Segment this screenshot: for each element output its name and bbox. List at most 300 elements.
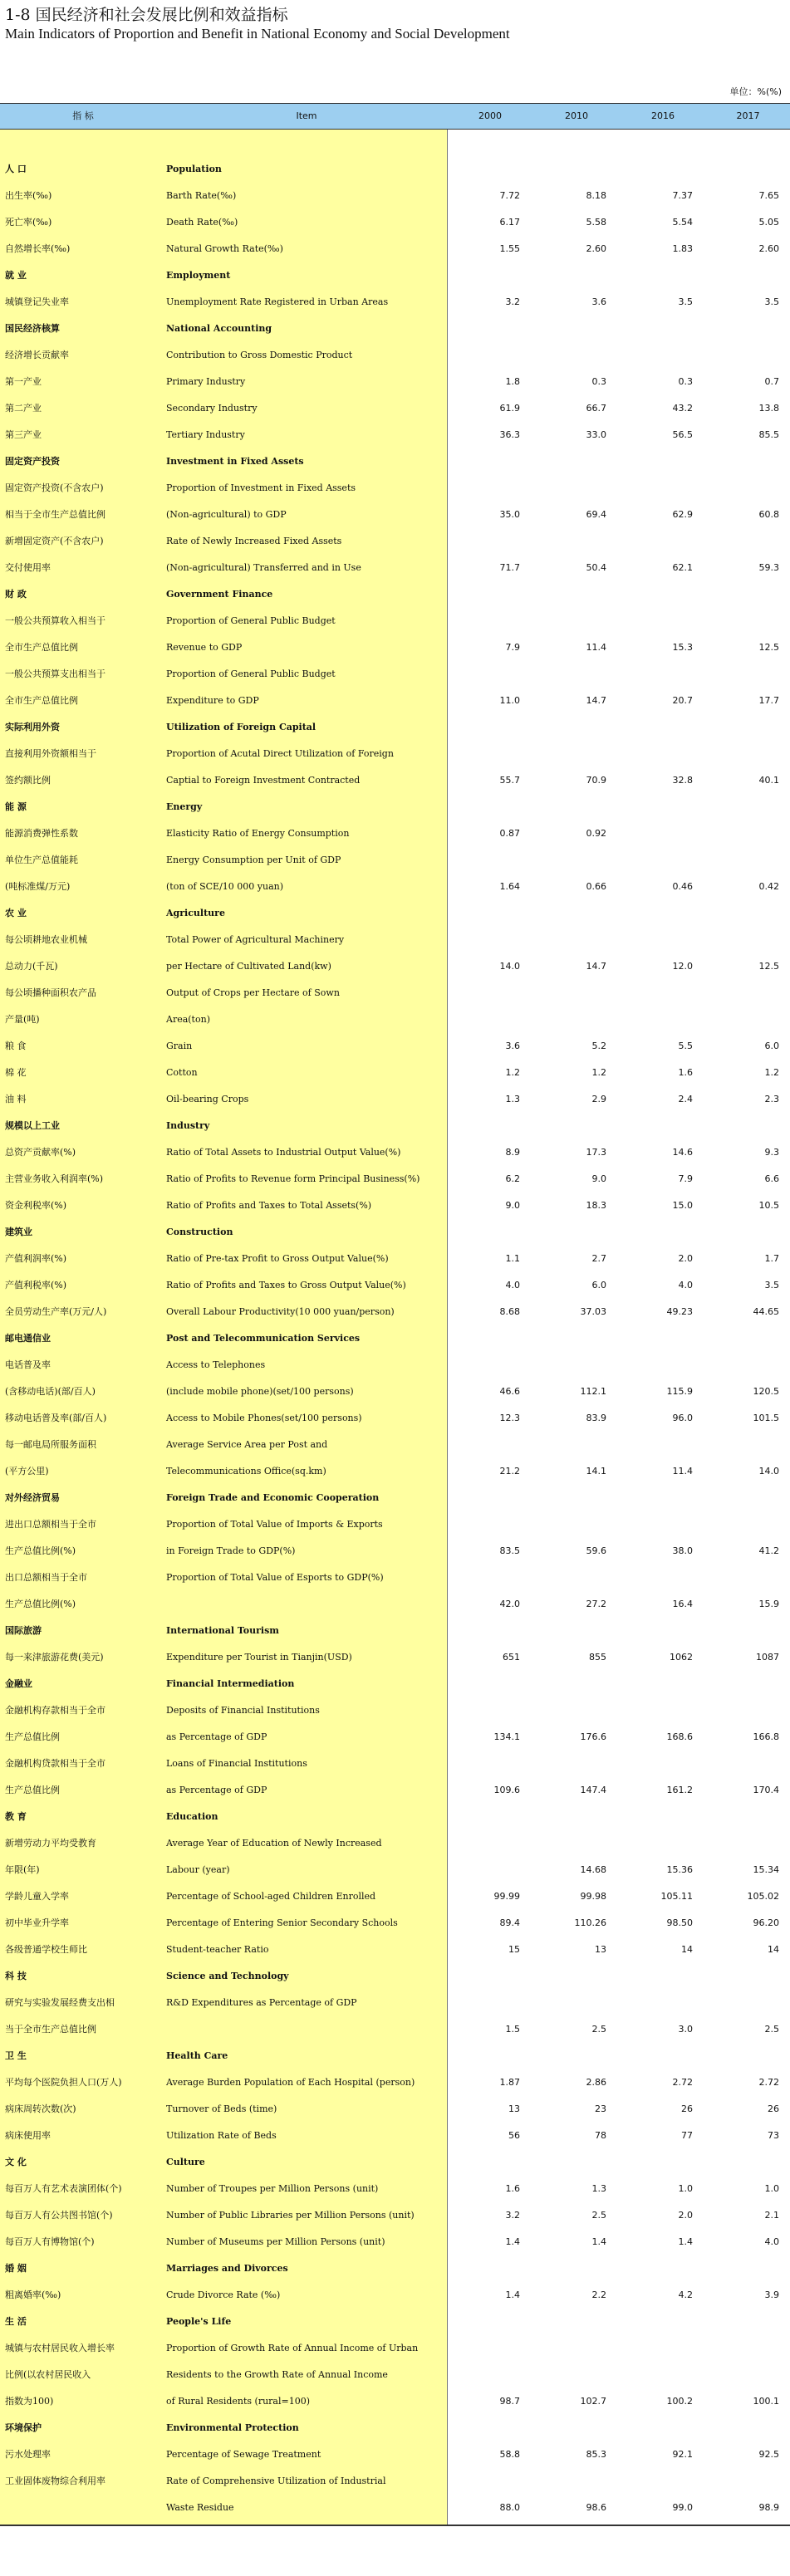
value-cell bbox=[626, 741, 693, 767]
indicator-en: Proportion of Growth Rate of Annual Income of Urban bbox=[166, 2343, 419, 2353]
table-row bbox=[0, 1379, 790, 1405]
indicator-en: (Non-agricultural) Transferred and in Use bbox=[166, 562, 361, 573]
value-cell bbox=[713, 1618, 779, 1644]
indicator-en: per Hectare of Cultivated Land(kw) bbox=[166, 961, 331, 972]
value-cell bbox=[626, 342, 693, 369]
value-cell: 166.8 bbox=[753, 1731, 779, 1742]
indicator-zh: (平方公里) bbox=[5, 1466, 49, 1477]
section-row bbox=[0, 1325, 790, 1352]
col-header-2010: 2010 bbox=[565, 110, 588, 121]
value-cell bbox=[454, 581, 520, 608]
value-cell bbox=[540, 1432, 606, 1458]
value-cell bbox=[626, 1990, 693, 2016]
value-cell bbox=[626, 608, 693, 634]
value-cell bbox=[454, 714, 520, 741]
value-cell: 100.1 bbox=[753, 2396, 779, 2407]
value-cell bbox=[454, 156, 520, 183]
indicator-en: Average Service Area per Post and bbox=[166, 1439, 328, 1450]
value-cell: 2.72 bbox=[758, 2077, 779, 2088]
value-cell bbox=[626, 847, 693, 874]
value-cell: 2.5 bbox=[591, 2210, 606, 2221]
indicator-en: Unemployment Rate Registered in Urban Areas bbox=[166, 296, 389, 307]
value-cell: 1.2 bbox=[505, 1067, 520, 1078]
value-cell bbox=[626, 900, 693, 927]
value-cell: 33.0 bbox=[586, 429, 606, 440]
value-cell: 99.98 bbox=[580, 1891, 606, 1902]
value-cell bbox=[626, 661, 693, 688]
indicator-zh: 生 活 bbox=[5, 2316, 27, 2327]
value-cell: 18.3 bbox=[586, 1200, 606, 1211]
value-cell: 1.4 bbox=[505, 2236, 520, 2247]
indicator-zh: 科 技 bbox=[5, 1971, 27, 1981]
value-cell bbox=[626, 2309, 693, 2335]
value-cell: 3.5 bbox=[764, 296, 779, 307]
indicator-en: Utilization of Foreign Capital bbox=[166, 722, 316, 732]
indicator-zh: 产值利税率(%) bbox=[5, 1280, 67, 1290]
value-cell: 2.86 bbox=[586, 2077, 606, 2088]
table-row bbox=[0, 528, 790, 555]
indicator-en: in Foreign Trade to GDP(%) bbox=[166, 1545, 296, 1556]
value-cell bbox=[713, 927, 779, 953]
table-row bbox=[0, 1166, 790, 1193]
value-cell: 2.0 bbox=[678, 2210, 693, 2221]
indicator-zh: 国际旅游 bbox=[5, 1625, 42, 1636]
value-cell bbox=[454, 1990, 520, 2016]
table-row bbox=[0, 608, 790, 634]
value-cell: 2.7 bbox=[591, 1253, 606, 1264]
value-cell: 7.65 bbox=[758, 190, 779, 201]
value-cell: 1.3 bbox=[591, 2183, 606, 2194]
value-cell: 15.36 bbox=[666, 1864, 693, 1875]
indicator-en: Grain bbox=[166, 1041, 193, 1051]
indicator-zh: 每一邮电局所服务面积 bbox=[5, 1439, 96, 1450]
indicator-zh: 第三产业 bbox=[5, 429, 42, 440]
value-cell: 13.8 bbox=[758, 403, 779, 414]
value-cell: 1.0 bbox=[678, 2183, 693, 2194]
section-row bbox=[0, 2043, 790, 2069]
indicator-zh: 总动力(千瓦) bbox=[5, 961, 58, 972]
value-cell bbox=[713, 980, 779, 1006]
value-cell bbox=[454, 2468, 520, 2495]
value-cell: 112.1 bbox=[580, 1386, 606, 1397]
value-cell bbox=[454, 1325, 520, 1352]
value-cell bbox=[713, 2362, 779, 2388]
value-cell: 14.0 bbox=[758, 1466, 779, 1477]
indicator-zh: 病床周转次数(次) bbox=[5, 2103, 76, 2114]
indicator-en: Oil-bearing Crops bbox=[166, 1094, 249, 1104]
value-cell bbox=[454, 741, 520, 767]
table-row bbox=[0, 820, 790, 847]
indicator-en: Environmental Protection bbox=[166, 2422, 299, 2433]
indicator-en: Energy bbox=[166, 801, 203, 812]
value-cell: 89.4 bbox=[499, 1917, 520, 1928]
indicator-zh: 单位生产总值能耗 bbox=[5, 855, 78, 865]
indicator-zh: 新增固定资产(不含农户) bbox=[5, 536, 104, 546]
indicator-zh: 第一产业 bbox=[5, 376, 42, 387]
indicator-en: R&D Expenditures as Percentage of GDP bbox=[166, 1997, 357, 2008]
table-row bbox=[0, 1193, 790, 1219]
indicator-zh: 平均每个医院负担人口(万人) bbox=[5, 2077, 122, 2088]
value-cell: 1.0 bbox=[764, 2183, 779, 2194]
value-cell bbox=[713, 714, 779, 741]
value-cell: 15.9 bbox=[758, 1599, 779, 1609]
value-cell bbox=[626, 1697, 693, 1724]
value-cell bbox=[626, 528, 693, 555]
value-cell: 88.0 bbox=[499, 2502, 520, 2513]
value-cell bbox=[454, 1219, 520, 1246]
table-row bbox=[0, 1697, 790, 1724]
table-row bbox=[0, 1458, 790, 1485]
value-cell: 134.1 bbox=[493, 1731, 520, 1742]
section-row bbox=[0, 2309, 790, 2335]
value-cell: 1.64 bbox=[499, 881, 520, 892]
value-cell: 3.0 bbox=[678, 2024, 693, 2035]
indicator-en: International Tourism bbox=[166, 1625, 279, 1636]
value-cell: 61.9 bbox=[499, 403, 520, 414]
value-cell: 14.7 bbox=[586, 695, 606, 706]
value-cell bbox=[540, 794, 606, 820]
value-cell bbox=[540, 475, 606, 502]
section-row bbox=[0, 794, 790, 820]
indicator-zh: 产值利润率(%) bbox=[5, 1253, 67, 1264]
value-cell bbox=[713, 741, 779, 767]
table-row bbox=[0, 422, 790, 448]
value-cell: 14.7 bbox=[586, 961, 606, 972]
page-header bbox=[5, 5, 510, 43]
value-cell bbox=[540, 1618, 606, 1644]
value-cell bbox=[454, 2362, 520, 2388]
indicator-en: Overall Labour Productivity(10 000 yuan/person) bbox=[166, 1306, 395, 1317]
section-row bbox=[0, 316, 790, 342]
section-row bbox=[0, 2255, 790, 2282]
indicator-en: Education bbox=[166, 1811, 218, 1822]
indicator-en: Culture bbox=[166, 2157, 205, 2167]
indicator-zh: 交付使用率 bbox=[5, 562, 51, 573]
value-cell: 0.87 bbox=[499, 828, 520, 839]
indicator-zh: 各级普通学校生师比 bbox=[5, 1944, 87, 1955]
value-cell: 3.5 bbox=[764, 1280, 779, 1290]
indicator-zh: 资金利税率(%) bbox=[5, 1200, 67, 1211]
table-row bbox=[0, 1033, 790, 1060]
indicator-zh: 生产总值比例 bbox=[5, 1785, 60, 1795]
table-row bbox=[0, 634, 790, 661]
value-cell bbox=[713, 1671, 779, 1697]
value-cell: 1.4 bbox=[678, 2236, 693, 2247]
indicator-en: Ratio of Profits and Taxes to Total Assets(%) bbox=[166, 1200, 372, 1211]
col-header-2000: 2000 bbox=[478, 110, 502, 121]
indicator-en: Student-teacher Ratio bbox=[166, 1944, 269, 1955]
table-row bbox=[0, 1990, 790, 2016]
table-row bbox=[0, 1432, 790, 1458]
value-cell: 60.8 bbox=[758, 509, 779, 520]
table-row bbox=[0, 927, 790, 953]
indicator-en: Ratio of Pre-tax Profit to Gross Output Value(%) bbox=[166, 1253, 389, 1264]
value-cell bbox=[454, 1963, 520, 1990]
table-row bbox=[0, 1086, 790, 1113]
value-cell bbox=[626, 1671, 693, 1697]
indicator-zh: 文 化 bbox=[5, 2157, 27, 2167]
value-cell: 5.2 bbox=[591, 1041, 606, 1051]
value-cell: 26 bbox=[768, 2103, 779, 2114]
value-cell bbox=[713, 2468, 779, 2495]
value-cell bbox=[540, 714, 606, 741]
indicator-en: Average Year of Education of Newly Increased bbox=[166, 1838, 382, 1849]
value-cell: 14 bbox=[681, 1944, 693, 1955]
table-row bbox=[0, 1139, 790, 1166]
table-row bbox=[0, 183, 790, 209]
indicator-zh: 国民经济核算 bbox=[5, 323, 60, 334]
table-row bbox=[0, 1511, 790, 1538]
value-cell: 1.6 bbox=[505, 2183, 520, 2194]
value-cell bbox=[540, 1804, 606, 1830]
value-cell: 168.6 bbox=[666, 1731, 693, 1742]
indicator-table bbox=[0, 103, 790, 2525]
value-cell bbox=[454, 262, 520, 289]
value-cell: 7.9 bbox=[678, 1173, 693, 1184]
value-cell: 12.5 bbox=[758, 961, 779, 972]
value-cell: 651 bbox=[503, 1652, 520, 1663]
value-cell: 37.03 bbox=[580, 1306, 606, 1317]
section-row bbox=[0, 1963, 790, 1990]
indicator-zh: 教 育 bbox=[5, 1811, 27, 1822]
value-cell: 9.3 bbox=[764, 1147, 779, 1158]
value-cell bbox=[454, 2309, 520, 2335]
value-cell bbox=[626, 1432, 693, 1458]
value-cell bbox=[626, 262, 693, 289]
value-cell: 8.68 bbox=[499, 1306, 520, 1317]
value-cell bbox=[454, 1113, 520, 1139]
value-cell bbox=[540, 1352, 606, 1379]
value-cell: 6.17 bbox=[499, 217, 520, 228]
table-row bbox=[0, 2362, 790, 2388]
indicator-zh: 自然增长率(‰) bbox=[5, 243, 71, 254]
value-cell: 69.4 bbox=[586, 509, 606, 520]
value-cell bbox=[454, 1830, 520, 1857]
value-cell: 1.2 bbox=[591, 1067, 606, 1078]
value-cell bbox=[626, 2043, 693, 2069]
value-cell: 73 bbox=[768, 2130, 779, 2141]
value-cell bbox=[454, 2149, 520, 2176]
indicator-zh: 建筑业 bbox=[5, 1227, 32, 1237]
value-cell bbox=[540, 1697, 606, 1724]
table-title-zh: 1-8 国民经济和社会发展比例和效益指标 bbox=[5, 6, 288, 24]
value-cell bbox=[454, 1857, 520, 1883]
indicator-en: Ratio of Total Assets to Industrial Output Value(%) bbox=[166, 1147, 401, 1158]
value-cell: 1.6 bbox=[678, 1067, 693, 1078]
value-cell bbox=[713, 1511, 779, 1538]
value-cell: 15.34 bbox=[753, 1864, 779, 1875]
value-cell bbox=[626, 1751, 693, 1777]
indicator-en: Number of Public Libraries per Million Persons (unit) bbox=[166, 2210, 415, 2221]
value-cell: 12.3 bbox=[499, 1413, 520, 1423]
value-cell bbox=[713, 1830, 779, 1857]
value-cell: 14 bbox=[768, 1944, 779, 1955]
value-cell: 92.1 bbox=[672, 2449, 693, 2460]
value-cell: 13 bbox=[595, 1944, 606, 1955]
indicator-en: Contribution to Gross Domestic Product bbox=[166, 350, 353, 360]
table-row bbox=[0, 2441, 790, 2468]
value-cell: 2.0 bbox=[678, 1253, 693, 1264]
value-cell bbox=[454, 1485, 520, 1511]
value-cell bbox=[454, 2043, 520, 2069]
table-row bbox=[0, 1857, 790, 1883]
value-cell: 3.9 bbox=[764, 2290, 779, 2300]
indicator-en: Utilization Rate of Beds bbox=[166, 2130, 277, 2141]
value-cell bbox=[713, 528, 779, 555]
value-cell: 17.3 bbox=[586, 1147, 606, 1158]
value-cell bbox=[713, 262, 779, 289]
indicator-en: Marriages and Divorces bbox=[166, 2263, 288, 2274]
value-cell bbox=[454, 1565, 520, 1591]
value-cell: 2.9 bbox=[591, 1094, 606, 1104]
table-row bbox=[0, 741, 790, 767]
value-cell bbox=[626, 2468, 693, 2495]
table-row bbox=[0, 2335, 790, 2362]
indicator-zh: 环境保护 bbox=[5, 2422, 42, 2433]
indicator-zh: 全市生产总值比例 bbox=[5, 695, 78, 706]
value-cell: 85.3 bbox=[586, 2449, 606, 2460]
indicator-en: Rate of Comprehensive Utilization of Industrial bbox=[166, 2476, 386, 2486]
table-row bbox=[0, 1910, 790, 1937]
indicator-zh: 经济增长贡献率 bbox=[5, 350, 69, 360]
indicator-en: Proportion of Acutal Direct Utilization of Foreign bbox=[166, 748, 394, 759]
value-cell: 96.20 bbox=[753, 1917, 779, 1928]
value-cell bbox=[540, 1511, 606, 1538]
value-cell: 6.0 bbox=[591, 1280, 606, 1290]
value-cell: 7.9 bbox=[505, 642, 520, 653]
indicator-zh: 规模以上工业 bbox=[5, 1120, 60, 1131]
indicator-zh: 金融机构存款相当于全市 bbox=[5, 1705, 105, 1716]
table-row bbox=[0, 502, 790, 528]
value-cell bbox=[713, 448, 779, 475]
indicator-en: People's Life bbox=[166, 2316, 232, 2327]
indicator-zh: 实际利用外资 bbox=[5, 722, 60, 732]
table-row bbox=[0, 1830, 790, 1857]
indicator-zh: 指数为100) bbox=[5, 2396, 54, 2407]
value-cell bbox=[713, 820, 779, 847]
value-cell: 40.1 bbox=[758, 775, 779, 786]
indicator-en: Post and Telecommunication Services bbox=[166, 1333, 361, 1344]
value-cell bbox=[454, 1697, 520, 1724]
indicator-zh: 金融业 bbox=[5, 1678, 32, 1689]
value-cell bbox=[626, 581, 693, 608]
value-cell: 62.9 bbox=[672, 509, 693, 520]
table-row bbox=[0, 475, 790, 502]
indicator-zh: 污水处理率 bbox=[5, 2449, 51, 2460]
table-row bbox=[0, 1777, 790, 1804]
value-cell: 83.5 bbox=[499, 1545, 520, 1556]
value-cell: 44.65 bbox=[753, 1306, 779, 1317]
value-cell bbox=[540, 262, 606, 289]
indicator-zh: 油 料 bbox=[5, 1094, 27, 1104]
indicator-zh: 棉 花 bbox=[5, 1067, 27, 1078]
value-cell bbox=[540, 316, 606, 342]
value-cell bbox=[540, 2335, 606, 2362]
value-cell: 15.3 bbox=[672, 642, 693, 653]
value-cell bbox=[626, 1830, 693, 1857]
value-cell bbox=[713, 1804, 779, 1830]
value-cell: 13 bbox=[508, 2103, 520, 2114]
table-row bbox=[0, 2229, 790, 2255]
value-cell: 3.5 bbox=[678, 296, 693, 307]
value-cell bbox=[713, 847, 779, 874]
value-cell bbox=[626, 2149, 693, 2176]
value-cell bbox=[454, 927, 520, 953]
col-header-indicator: 指 标 bbox=[72, 110, 94, 121]
indicator-zh: 生产总值比例 bbox=[5, 1731, 60, 1742]
value-cell bbox=[713, 1963, 779, 1990]
table-header bbox=[0, 103, 790, 130]
table-row bbox=[0, 1565, 790, 1591]
value-cell bbox=[454, 1751, 520, 1777]
indicator-en: Proportion of Total Value of Imports & Exports bbox=[166, 1519, 383, 1530]
value-cell bbox=[626, 2335, 693, 2362]
value-cell: 2.5 bbox=[591, 2024, 606, 2035]
value-cell: 170.4 bbox=[753, 1785, 779, 1795]
indicator-zh: 财 政 bbox=[5, 589, 27, 600]
indicator-en: Health Care bbox=[166, 2050, 228, 2061]
value-cell: 41.2 bbox=[758, 1545, 779, 1556]
value-cell bbox=[540, 1830, 606, 1857]
indicator-en: Population bbox=[166, 164, 222, 174]
table-row bbox=[0, 1751, 790, 1777]
table-row bbox=[0, 1591, 790, 1618]
indicator-en: as Percentage of GDP bbox=[166, 1785, 267, 1795]
indicator-en: Output of Crops per Hectare of Sown bbox=[166, 987, 340, 998]
table-row bbox=[0, 395, 790, 422]
table-row bbox=[0, 1006, 790, 1033]
value-cell: 9.0 bbox=[505, 1200, 520, 1211]
value-cell: 12.0 bbox=[672, 961, 693, 972]
value-cell bbox=[540, 2255, 606, 2282]
value-cell bbox=[454, 980, 520, 1006]
indicator-zh: 进出口总额相当于全市 bbox=[5, 1519, 96, 1530]
table-row bbox=[0, 342, 790, 369]
table-row bbox=[0, 2016, 790, 2043]
table-row bbox=[0, 980, 790, 1006]
indicator-en: Revenue to GDP bbox=[166, 642, 243, 653]
value-cell bbox=[713, 1352, 779, 1379]
value-cell: 59.3 bbox=[758, 562, 779, 573]
value-cell: 2.72 bbox=[672, 2077, 693, 2088]
indicator-zh: 生产总值比例(%) bbox=[5, 1545, 76, 1556]
value-cell bbox=[540, 900, 606, 927]
value-cell: 23 bbox=[595, 2103, 606, 2114]
indicator-en: Telecommunications Office(sq.km) bbox=[166, 1466, 326, 1477]
value-cell: 10.5 bbox=[758, 1200, 779, 1211]
value-cell bbox=[626, 475, 693, 502]
value-cell: 2.1 bbox=[764, 2210, 779, 2221]
indicator-en: Average Burden Population of Each Hospital (person) bbox=[166, 2077, 415, 2088]
value-cell: 3.6 bbox=[591, 296, 606, 307]
value-cell bbox=[626, 980, 693, 1006]
table-row bbox=[0, 2069, 790, 2096]
indicator-zh: 能源消费弹性系数 bbox=[5, 828, 78, 839]
value-cell bbox=[713, 475, 779, 502]
table-row bbox=[0, 661, 790, 688]
value-cell: 7.37 bbox=[672, 190, 693, 201]
value-cell: 0.3 bbox=[678, 376, 693, 387]
table-row bbox=[0, 874, 790, 900]
section-row bbox=[0, 1219, 790, 1246]
value-cell bbox=[713, 661, 779, 688]
section-row bbox=[0, 2149, 790, 2176]
value-cell: 1.87 bbox=[499, 2077, 520, 2088]
value-cell: 147.4 bbox=[580, 1785, 606, 1795]
value-cell bbox=[454, 847, 520, 874]
value-cell: 27.2 bbox=[586, 1599, 606, 1609]
indicator-zh: 每百万人有艺术表演团体(个) bbox=[5, 2183, 122, 2194]
